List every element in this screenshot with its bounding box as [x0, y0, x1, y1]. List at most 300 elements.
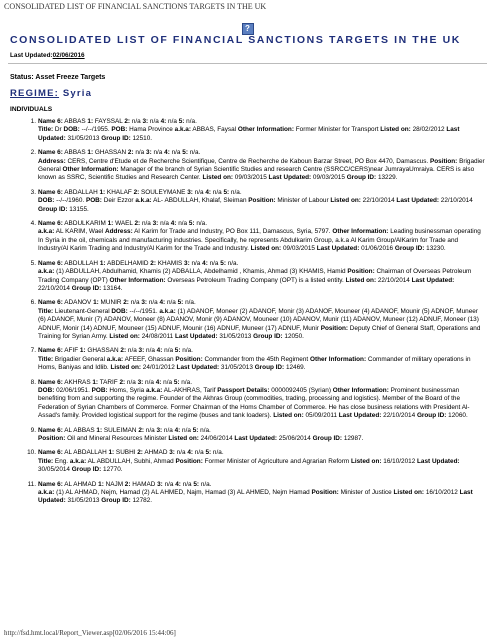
- field-value: SOULEYMANE: [139, 188, 188, 196]
- field-label: 2:: [127, 149, 134, 157]
- field-label: 5:: [182, 149, 188, 157]
- field-value: n/a: [161, 378, 174, 386]
- list-item: [0, 220, 495, 254]
- field-label: 3:: [152, 220, 159, 228]
- field-value: 16/10/2012: [381, 457, 418, 465]
- status-line: Status: Asset Freeze Targets: [10, 74, 106, 81]
- field-label: a.k.a:: [159, 307, 176, 315]
- field-label: POB:: [85, 197, 102, 205]
- field-value: Manager of the branch of Syrian Scientific Studies and research Centre (SSRCC/CERS)near JumrayaUmraiya. CERS is also known as SSRC, Scientific Studies and Research Center.: [38, 166, 475, 182]
- field-label: 1:: [99, 259, 106, 267]
- field-value: KHAMIS: [155, 259, 185, 267]
- field-label: 1:: [98, 480, 104, 488]
- field-value: n/a: [180, 480, 194, 488]
- field-label: 5:: [193, 480, 200, 488]
- field-label: Name 6:: [38, 347, 63, 355]
- field-label: Last Updated:: [396, 197, 440, 205]
- list-item: [0, 427, 495, 444]
- field-label: 2:: [124, 480, 131, 488]
- last-updated-label: Last Updated:: [10, 52, 53, 59]
- field-value: Commander from the 45th Regiment: [202, 355, 310, 363]
- list-item: [0, 260, 495, 294]
- entry-number: 2.: [30, 149, 36, 157]
- field-value: n/a.: [225, 259, 239, 267]
- field-label: 1:: [79, 347, 86, 355]
- field-label: 4:: [205, 188, 212, 196]
- field-value: (1) ADANOF, Moneer (2) ADANOF, Monir (3) ADANOF, Mouneer (4) ADANOF, Mounir (5) ADNOF, Muneer (6) ADANOF, Munir (7) ADANOV, Moneer (8) ADANOV, Monir (9) ADANOV, Mouneer (10) ADANOV, Munir (11) ADANOV, Muneer (12) ADNUF, Moneer (13) ADNUF, Monir (14) ADNUF, Mouneer (15) ADNUF, Mounir (16) ADNUF, Muneer (17) ADNUF, Munir: [38, 307, 479, 332]
- field-value: (1) AL AHMAD, Nejm, Hamad (2) AL AHMED, Najm, Hamad (3) AL AHMED, Nejm Hamad: [54, 489, 312, 497]
- field-label: Passport Details:: [217, 386, 270, 394]
- field-label: a.k.a:: [69, 457, 87, 465]
- field-value: n/a.: [198, 426, 211, 434]
- field-label: Group ID:: [416, 412, 447, 420]
- field-value: 31/05/2013: [219, 364, 255, 372]
- field-label: 4:: [187, 449, 194, 457]
- field-value: 09/03/2015: [311, 174, 347, 182]
- field-label: Name 6:: [38, 118, 63, 125]
- field-label: 3:: [146, 149, 152, 157]
- field-value: n/a: [174, 449, 188, 457]
- field-value: Lieutenant-General: [53, 307, 112, 315]
- field-label: Position:: [347, 268, 375, 276]
- field-value: AL KARIM, Wael: [54, 228, 106, 236]
- field-label: Name 6:: [38, 149, 63, 157]
- field-label: Name 6:: [38, 449, 63, 457]
- field-label: 4:: [164, 149, 170, 157]
- field-value: n/a: [130, 118, 143, 125]
- field-value: n/a: [165, 299, 178, 307]
- field-label: Listed on:: [350, 457, 382, 465]
- entry-number: 5.: [30, 259, 36, 267]
- field-value: AKHRAS: [62, 378, 93, 386]
- field-value: Brigadier General: [38, 157, 485, 174]
- field-value: ABDULKARIM: [62, 220, 108, 228]
- field-label: DOB:: [38, 386, 55, 394]
- list-item: [0, 149, 495, 183]
- field-label: Title:: [38, 307, 54, 315]
- help-icon-container: [0, 18, 495, 32]
- field-value: n/a: [144, 426, 157, 434]
- field-value: Al Karim for Trade and Industry, PO Box 111, Damascus, Syria, 5797.: [132, 228, 333, 236]
- field-value: AHMAD: [142, 449, 170, 457]
- field-value: AL ABDALLAH: [62, 449, 109, 457]
- field-label: Name 6:: [38, 378, 63, 386]
- field-label: 3:: [157, 480, 163, 488]
- field-label: Name 6:: [38, 480, 63, 488]
- field-label: 5:: [188, 220, 195, 228]
- field-label: Listed on:: [110, 364, 141, 372]
- field-label: Listed on:: [109, 332, 140, 340]
- field-label: 3:: [138, 347, 145, 355]
- field-label: Title:: [38, 126, 54, 134]
- field-label: DOB:: [111, 307, 128, 315]
- field-value: n/a: [126, 347, 139, 355]
- field-label: 4:: [170, 220, 177, 228]
- field-label: 1:: [87, 118, 94, 125]
- entries-list: [0, 118, 495, 506]
- field-value: Deputy Chief of General Staff, Operations and Training for Syrian Army.: [38, 324, 481, 340]
- field-label: Last Updated:: [176, 364, 220, 372]
- field-label: 3:: [187, 188, 193, 196]
- field-label: 4:: [159, 299, 166, 307]
- field-value: n/a.: [179, 378, 192, 386]
- last-updated: [10, 52, 495, 59]
- field-label: 5:: [220, 259, 226, 267]
- field-value: 25/06/2014: [277, 435, 313, 442]
- field-label: Title:: [38, 355, 54, 363]
- field-label: 1:: [108, 449, 115, 457]
- field-value: 13229.: [376, 174, 398, 182]
- field-value: (1) ABDULLAH, Abdulhamid, Khamis (2) ADBALLA, Abdelhamid , Khamis, Ahmad (3) KHAMIS, Hamid: [54, 268, 348, 276]
- list-item: [0, 347, 495, 372]
- field-label: Position:: [38, 435, 66, 442]
- field-label: 3:: [156, 426, 163, 434]
- field-label: 2:: [119, 378, 126, 386]
- field-label: Name 6:: [38, 259, 63, 267]
- field-label: 2:: [120, 347, 127, 355]
- field-value: MUNIR: [98, 299, 124, 307]
- field-value: n/a: [169, 149, 183, 157]
- field-value: n/a: [207, 259, 221, 267]
- field-value: NAJM: [103, 480, 125, 488]
- field-value: 01/06/2016: [359, 245, 395, 253]
- field-value: AL AHMAD: [62, 480, 99, 488]
- field-value: ABBAS, Faysal: [190, 126, 238, 134]
- field-value: TARIF: [98, 378, 120, 386]
- field-value: 0000092405 (Syrian): [269, 386, 333, 394]
- field-label: 3:: [169, 449, 175, 457]
- field-label: a.k.a:: [135, 197, 152, 205]
- list-item: [0, 449, 495, 474]
- field-value: 22/10/2014: [38, 284, 72, 292]
- field-value: 16/10/2012: [424, 489, 460, 497]
- field-value: n/a: [133, 149, 147, 157]
- field-value: --/--/1960.: [54, 197, 86, 205]
- field-label: Group ID:: [71, 466, 102, 474]
- field-value: 12060.: [446, 412, 468, 420]
- field-label: Listed on:: [380, 126, 411, 134]
- field-value: n/a.: [183, 299, 196, 307]
- field-label: Address:: [105, 228, 133, 236]
- field-label: 2:: [138, 426, 144, 434]
- field-label: Listed on:: [273, 412, 304, 420]
- field-label: Position:: [175, 457, 203, 465]
- field-label: a.k.a:: [174, 126, 191, 134]
- field-value: n/a: [143, 378, 156, 386]
- field-label: Listed on:: [330, 197, 361, 205]
- field-value: 13164.: [101, 284, 123, 292]
- field-value: n/a: [125, 378, 138, 386]
- field-value: 12469.: [284, 364, 306, 372]
- field-value: 12510.: [130, 134, 153, 142]
- field-label: 3:: [141, 299, 148, 307]
- field-value: 22/10/2014: [360, 197, 397, 205]
- field-value: 13155.: [67, 205, 89, 213]
- field-label: Last Updated:: [234, 435, 278, 442]
- field-value: AL-AKHRAS, Tarif: [162, 386, 218, 394]
- field-label: 1:: [92, 378, 99, 386]
- field-label: POB:: [111, 126, 128, 134]
- field-label: a.k.a:: [38, 268, 55, 276]
- field-value: n/a: [162, 480, 176, 488]
- list-item: [0, 379, 495, 421]
- field-value: 12782.: [130, 497, 153, 505]
- field-label: Name 6:: [38, 220, 63, 228]
- field-value: 24/01/2012: [141, 364, 177, 372]
- field-value: ABDULLAH: [62, 259, 100, 267]
- field-label: 1:: [107, 220, 114, 228]
- field-value: n/a.: [184, 118, 197, 125]
- entry-number: 10.: [27, 449, 36, 457]
- entry-number: 3.: [30, 188, 36, 196]
- field-value: n/a: [192, 188, 206, 196]
- field-label: Group ID:: [346, 174, 377, 182]
- page-title: CONSOLIDATED LIST OF FINANCIAL SANCTIONS TARGETS IN THE UK: [10, 34, 461, 46]
- field-value: Chairman of Overseas Petroleum Trading Company (OPT): [38, 268, 472, 284]
- field-value: ABDALLAH: [62, 188, 100, 196]
- field-value: n/a: [189, 259, 203, 267]
- field-value: Oil and Mineral Resources Minister: [65, 435, 169, 442]
- field-value: GHASSAN: [85, 347, 121, 355]
- field-label: 2:: [123, 299, 129, 307]
- field-value: Commander of military operations in Homs, Baniyas and Idlib.: [38, 355, 471, 372]
- field-value: 30/05/2014: [38, 466, 72, 474]
- field-label: Listed on:: [250, 245, 282, 253]
- field-value: Eng.: [53, 457, 70, 465]
- field-value: ADANOV: [62, 299, 94, 307]
- field-value: n/a: [166, 118, 179, 125]
- entry-number: 6.: [30, 299, 36, 307]
- field-value: Former Minister for Transport: [293, 126, 381, 134]
- field-value: 12770.: [101, 466, 123, 474]
- field-label: Group ID:: [394, 245, 425, 253]
- field-label: 3:: [142, 118, 149, 125]
- field-value: 24/06/2014: [198, 435, 235, 442]
- field-label: 5:: [173, 378, 180, 386]
- field-label: Other Information:: [332, 386, 389, 394]
- field-value: n/a: [148, 118, 161, 125]
- field-value: n/a: [158, 220, 171, 228]
- field-value: Brigadier General: [53, 355, 107, 363]
- field-label: 2:: [150, 259, 156, 267]
- field-label: 1:: [93, 299, 99, 307]
- field-label: a.k.a:: [38, 228, 55, 236]
- field-label: Other Information:: [332, 228, 389, 236]
- field-value: KHALAF: [105, 188, 134, 196]
- field-value: Deir Ezzor: [101, 197, 136, 205]
- field-value: AL- ABDULLAH, Khalaf, Sleiman: [151, 197, 249, 205]
- field-value: Hama Province: [127, 126, 175, 134]
- field-value: 31/05/2013: [65, 497, 102, 505]
- list-item: [0, 299, 495, 341]
- field-label: Title:: [38, 457, 54, 465]
- list-item: [0, 481, 495, 506]
- field-label: Listed on:: [168, 435, 199, 442]
- field-value: Leading businessman operating In Syria in the oil, chemicals and manufacturing industries. Specifically, he represents Abdulkarim Group, a.k.a Al Karim Group/AlKarim for Trade and Industry/Al Karim Trading and Industry/Al Karim for the Trade and Industry.: [38, 228, 481, 253]
- entry-number: 9.: [30, 426, 36, 434]
- field-value: 12987.: [342, 435, 364, 442]
- field-label: 1:: [99, 188, 106, 196]
- field-value: 31/05/2013: [217, 332, 254, 340]
- field-label: a.k.a:: [38, 489, 55, 497]
- field-value: n/a.: [211, 449, 224, 457]
- field-value: 22/10/2014: [439, 197, 473, 205]
- field-value: n/a: [128, 299, 142, 307]
- field-label: 3:: [184, 259, 190, 267]
- field-label: 4:: [174, 426, 181, 434]
- field-value: Prominent businessman benefiting from and supporting the regime. Founder of the Akhras Group (commodities, trading, processing and logistics). Member of the Board of the Federation of Syrian Chambers of Commerce. Former Chairman of the Homs Chamber of Commerce. He has close business relations with President Al-Assad's family. Provided logistical support for the regime (buses and tank loaders).: [38, 386, 470, 420]
- field-value: Minister of Labour: [275, 197, 331, 205]
- field-label: Last Updated:: [338, 412, 382, 420]
- field-label: Position:: [429, 157, 458, 165]
- field-value: Dr: [53, 126, 64, 134]
- field-value: Former Minister of Agriculture and Agrarian Reform: [202, 457, 351, 465]
- field-value: AFEEF, Ghassan: [123, 355, 176, 363]
- field-label: Group ID:: [254, 364, 285, 372]
- field-label: 1:: [96, 426, 103, 434]
- field-value: 09/03/2015: [233, 174, 269, 182]
- field-value: FAYSSAL: [93, 118, 125, 125]
- field-value: n/a.: [199, 480, 212, 488]
- field-label: 4:: [202, 259, 208, 267]
- field-label: Group ID:: [101, 497, 131, 505]
- field-label: Other Information:: [109, 276, 166, 284]
- field-label: 2:: [137, 449, 143, 457]
- field-label: Listed on:: [202, 174, 233, 182]
- field-value: n/a: [211, 188, 224, 196]
- field-label: Other Information:: [62, 166, 119, 174]
- field-label: Group ID:: [101, 134, 131, 142]
- field-label: Other Information:: [309, 355, 367, 363]
- field-value: 28/02/2012: [410, 126, 447, 134]
- field-value: ABBAS: [62, 118, 88, 125]
- field-value: --/--/1951.: [127, 307, 160, 315]
- field-value: 22/10/2014: [381, 412, 417, 420]
- field-value: 09/03/2015: [281, 245, 317, 253]
- field-value: 31/05/2013: [65, 134, 102, 142]
- field-label: Name 6:: [38, 426, 63, 434]
- field-label: POB:: [91, 386, 108, 394]
- field-value: 24/08/2011: [139, 332, 175, 340]
- field-label: 4:: [155, 378, 162, 386]
- field-label: Last Updated:: [38, 489, 473, 505]
- field-label: 2:: [134, 220, 141, 228]
- field-label: 5:: [223, 188, 230, 196]
- field-label: 4:: [156, 347, 163, 355]
- browser-print-footer: http://fsd.hmt.local/Report_Viewer.asp[02/06/2016 15:44:06]: [4, 629, 176, 637]
- field-value: n/a.: [180, 347, 193, 355]
- field-label: Group ID:: [253, 332, 283, 340]
- field-label: Position:: [175, 355, 203, 363]
- field-label: 5:: [205, 449, 212, 457]
- field-label: Listed on:: [393, 489, 425, 497]
- field-label: a.k.a:: [106, 355, 124, 363]
- field-label: Listed on:: [345, 276, 377, 284]
- field-value: n/a: [180, 426, 193, 434]
- field-label: 5:: [192, 426, 199, 434]
- field-value: SULEIMAN: [102, 426, 139, 434]
- field-label: 4:: [160, 118, 167, 125]
- field-value: CERS, Centre d'Etude et de Recherche Scientifique, Centre de Recherche de Kaboun Barzar Street, PO Box 4470, Damascus.: [65, 157, 430, 165]
- list-item: [0, 118, 495, 143]
- field-value: AL ABBAS: [62, 426, 97, 434]
- field-value: n/a: [151, 149, 165, 157]
- field-value: 05/09/2011: [303, 412, 339, 420]
- field-label: Address:: [38, 157, 66, 165]
- field-value: --/--/1955.: [79, 126, 112, 134]
- regime-label: REGIME:: [10, 88, 60, 99]
- field-value: Homs, Syria: [107, 386, 146, 394]
- field-value: Overseas Petroleum Trading Company (OPT) is a listed entity.: [165, 276, 346, 284]
- field-label: Group ID:: [38, 205, 68, 213]
- field-value: n/a: [193, 449, 206, 457]
- field-label: Other Information:: [237, 126, 294, 134]
- field-value: n/a: [162, 347, 175, 355]
- field-value: ABDELHAMID: [105, 259, 151, 267]
- field-value: n/a.: [194, 220, 207, 228]
- entry-number: 8.: [30, 378, 36, 386]
- field-label: Last Updated:: [411, 276, 455, 284]
- field-value: 22/10/2014: [376, 276, 412, 284]
- regime-value: Syria: [62, 88, 93, 99]
- field-label: 3:: [137, 378, 144, 386]
- field-label: Group ID:: [71, 284, 102, 292]
- header-divider: [8, 63, 487, 64]
- field-value: AL ABDULLAH, Subhi, Ahmad: [86, 457, 176, 465]
- field-value: n/a.: [187, 149, 201, 157]
- field-label: 5:: [174, 347, 181, 355]
- field-value: WAEL: [113, 220, 135, 228]
- field-value: n/a: [176, 220, 189, 228]
- field-value: 02/06/1951.: [54, 386, 92, 394]
- field-value: GHASSAN: [93, 149, 128, 157]
- field-label: 4:: [175, 480, 181, 488]
- field-label: Name 6:: [38, 188, 63, 196]
- field-label: Last Updated:: [316, 245, 360, 253]
- browser-print-header: CONSOLIDATED LIST OF FINANCIAL SANCTIONS TARGETS IN THE UK: [4, 2, 267, 11]
- field-label: Group ID:: [312, 435, 343, 442]
- field-label: DOB:: [63, 126, 80, 134]
- field-value: AFIF: [62, 347, 80, 355]
- entry-number: 1.: [30, 118, 36, 125]
- regime-heading: [10, 88, 495, 99]
- field-label: 2:: [124, 118, 131, 125]
- field-value: 12050.: [282, 332, 304, 340]
- field-value: n/a: [140, 220, 153, 228]
- field-label: Name 6:: [38, 299, 63, 307]
- section-heading: INDIVIDUALS: [10, 106, 53, 113]
- field-label: DOB:: [38, 197, 55, 205]
- field-value: n/a: [147, 299, 160, 307]
- help-icon[interactable]: ?: [242, 23, 254, 35]
- field-label: 5:: [177, 299, 184, 307]
- field-value: HAMAD: [130, 480, 158, 488]
- entry-number: 11.: [27, 480, 36, 488]
- field-label: Last Updated:: [268, 174, 312, 182]
- field-value: n/a.: [229, 188, 242, 196]
- entry-number: 4.: [30, 220, 36, 228]
- field-label: Position:: [320, 324, 349, 332]
- field-value: n/a: [144, 347, 157, 355]
- field-value: ABBAS: [62, 149, 88, 157]
- field-value: Minister of Justice: [338, 489, 394, 497]
- last-updated-date: 02/06/2016: [52, 52, 85, 59]
- entry-number: 7.: [30, 347, 36, 355]
- field-value: 13230.: [424, 245, 446, 253]
- field-label: 5:: [178, 118, 185, 125]
- list-item: [0, 189, 495, 214]
- field-label: Position:: [311, 489, 339, 497]
